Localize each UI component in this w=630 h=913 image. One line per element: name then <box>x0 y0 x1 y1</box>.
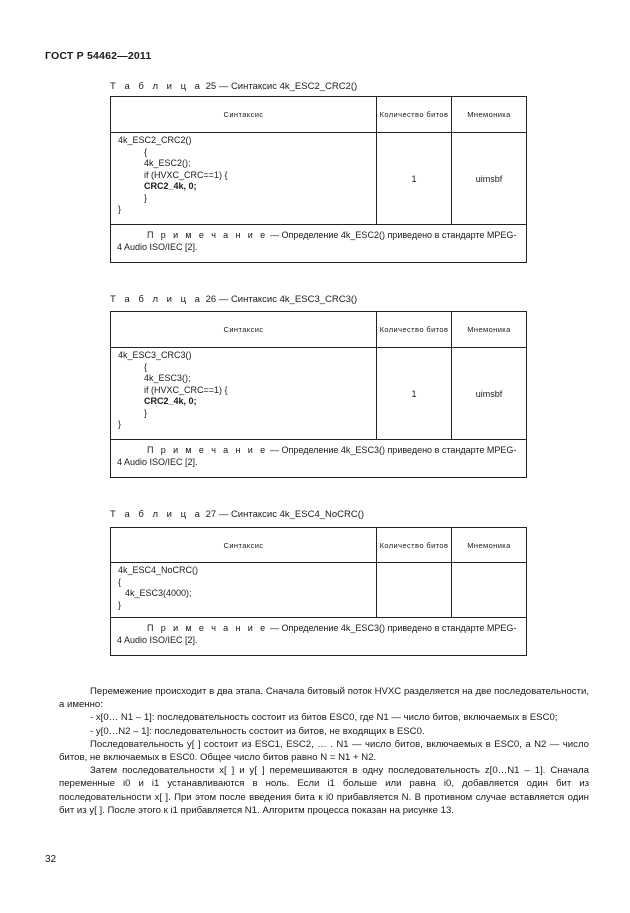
list-item: - x[0… N1 – 1]: последовательность состоит из битов ESC0, где N1 — число битов, включаемых в ESC0; <box>90 712 558 724</box>
syntax-code: 4k_ESC4_NoCRC() { 4k_ESC3(4000); } <box>111 563 377 618</box>
mnemonic-value <box>452 563 527 618</box>
col-header-syntax: Синтаксис <box>111 97 377 133</box>
table-25-caption <box>110 81 357 92</box>
col-header-bits: Количество битов <box>377 97 452 133</box>
paragraph: Перемежение происходит в два этапа. Сначала битовый поток HVXC разделяется на две последовательности, а именно: <box>59 686 589 711</box>
col-header-syntax: Синтаксис <box>111 528 377 563</box>
document-header: ГОСТ Р 54462—2011 <box>45 50 152 62</box>
page-number: 32 <box>45 854 57 865</box>
col-header-syntax: Синтаксис <box>111 312 377 348</box>
table-26 <box>110 311 527 478</box>
mnemonic-value: uimsbf <box>452 133 527 225</box>
syntax-code: 4k_ESC3_CRC3() { 4k_ESC3(); if (HVXC_CRC==1) { CRC2_4k, 0; } } <box>111 348 377 440</box>
caption-label: Т а б л и ц а <box>110 294 203 305</box>
col-header-mnemonic: Мнемоника <box>452 312 527 348</box>
table-note: П р и м е ч а н и е — Определение 4k_ESC2() приведено в стандарте MPEG-4 Audio ISO/IEC [2]. <box>111 225 527 263</box>
col-header-mnemonic: Мнемоника <box>452 528 527 563</box>
syntax-code: 4k_ESC2_CRC2() { 4k_ESC2(); if (HVXC_CRC==1) { CRC2_4k, 0; } } <box>111 133 377 225</box>
table-27 <box>110 527 527 656</box>
bits-value: 1 <box>377 133 452 225</box>
caption-text: 26 — Синтаксис 4k_ESC3_CRC3() <box>205 294 358 305</box>
table-note: П р и м е ч а н и е — Определение 4k_ESC3() приведено в стандарте MPEG-4 Audio ISO/IEC [2]. <box>111 440 527 478</box>
caption-label: Т а б л и ц а <box>110 81 203 92</box>
body-text <box>59 685 589 817</box>
bits-value <box>377 563 452 618</box>
caption-label: Т а б л и ц а <box>110 509 203 520</box>
bits-value: 1 <box>377 348 452 440</box>
col-header-bits: Количество битов <box>377 528 452 563</box>
paragraph: Затем последовательности x[ ] и y[ ] перемешиваются в одну последовательность z[0…N1 – 1]. Сначала переменные i0 и i1 устанавливаются в ноль. Если i1 больше или равна i0, добавляется один бит из последовательности x[ ]. При этом после введения бита к i0 прибавляется N. В противном случае вставляется один бит из y[ ]. После этого к i1 прибавляется N1. Алгоритм процесса показан на рисунке 13. <box>59 765 589 816</box>
caption-text: 27 — Синтаксис 4k_ESC4_NoCRC() <box>205 509 365 520</box>
table-27-caption <box>110 509 364 520</box>
caption-text: 25 — Синтаксис 4k_ESC2_CRC2() <box>205 81 358 92</box>
col-header-mnemonic: Мнемоника <box>452 97 527 133</box>
mnemonic-value: uimsbf <box>452 348 527 440</box>
table-25 <box>110 96 527 263</box>
paragraph: Последовательность y[ ] состоит из ESC1, ESC2, … . N1 — число битов, включаемых в ESC0, а N2 — число битов, не включаемых в ESC0. Общее число битов равно N = N1 + N2. <box>59 738 589 764</box>
list-item: - y[0…N2 – 1]: последовательность состоит из битов, не входящих в ESC0. <box>90 725 425 737</box>
col-header-bits: Количество битов <box>377 312 452 348</box>
table-note: П р и м е ч а н и е — Определение 4k_ESC3() приведено в стандарте MPEG-4 Audio ISO/IEC [2]. <box>111 618 527 656</box>
table-26-caption <box>110 294 357 305</box>
